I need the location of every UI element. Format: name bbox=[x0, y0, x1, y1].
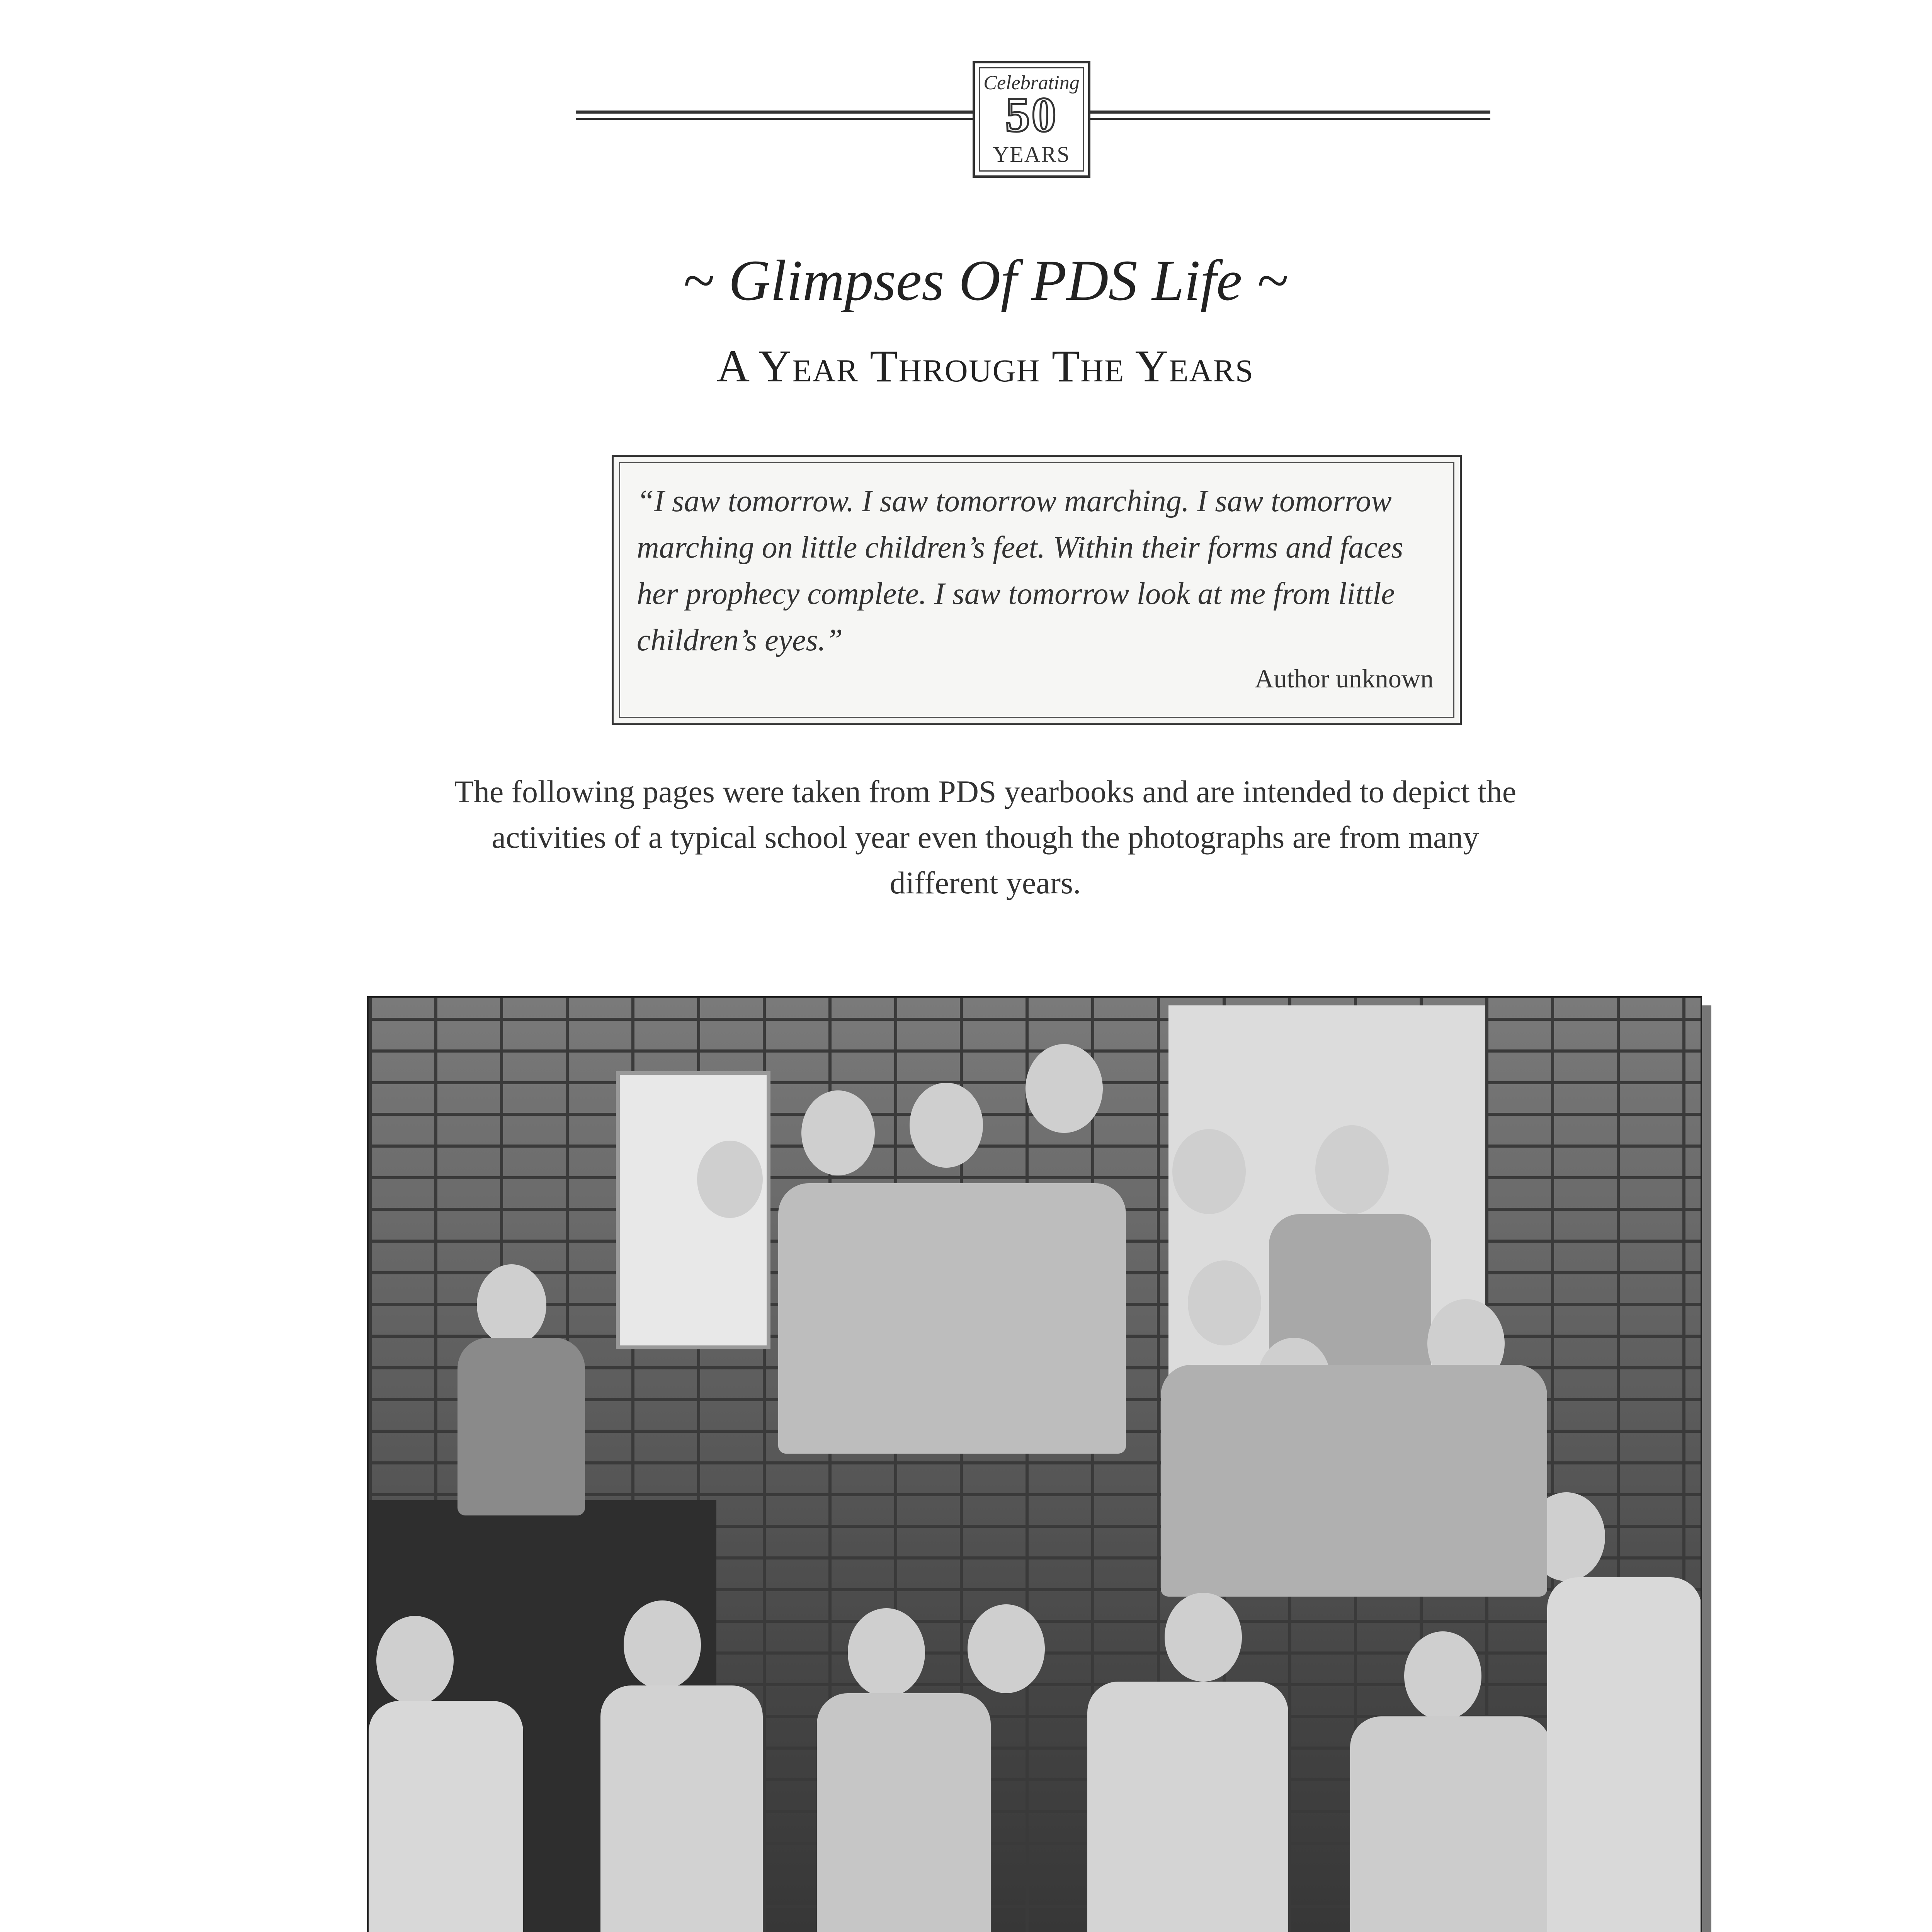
photo-person-body bbox=[1161, 1365, 1547, 1597]
header-rule-left-bottom bbox=[576, 118, 973, 120]
header-rule-right-top bbox=[1090, 111, 1490, 114]
quote-author: Author unknown bbox=[1255, 664, 1434, 693]
photo-person-body bbox=[1547, 1577, 1702, 1932]
photo-person-head bbox=[477, 1264, 546, 1345]
photo-person-head bbox=[910, 1083, 983, 1168]
photo-person-body bbox=[1350, 1716, 1551, 1932]
photo-person-body bbox=[817, 1693, 991, 1932]
photo-person-body bbox=[369, 1701, 523, 1932]
photo-person-body bbox=[600, 1685, 763, 1932]
photo-person-head bbox=[1165, 1593, 1242, 1682]
emblem-top-text: Celebrating bbox=[983, 72, 1080, 94]
emblem-number: 50 bbox=[1005, 87, 1058, 142]
intro-paragraph: The following pages were taken from PDS yearbooks and are intended to depict the activities of a typical school year even though the photographs are from many different years. bbox=[454, 774, 1517, 900]
page-subtitle: A Year Through The Years bbox=[716, 341, 1254, 391]
photo-person-head bbox=[1172, 1129, 1246, 1214]
class-group-photo bbox=[367, 996, 1702, 1932]
quote-box bbox=[612, 455, 1462, 725]
photo-person-head bbox=[1188, 1260, 1261, 1345]
photo-person-head bbox=[968, 1604, 1045, 1693]
photo-person-head bbox=[1026, 1044, 1103, 1133]
header-rule-right-bottom bbox=[1090, 118, 1490, 120]
photo-person-head bbox=[801, 1090, 875, 1175]
photo-person-body bbox=[457, 1338, 585, 1515]
emblem-bottom-text: YEARS bbox=[993, 142, 1070, 167]
photo-person-head bbox=[1315, 1125, 1389, 1214]
photo-person-head bbox=[697, 1141, 763, 1218]
page-title: ~ Glimpses Of PDS Life ~ bbox=[682, 248, 1288, 313]
photo-person-body bbox=[1087, 1682, 1288, 1932]
photo-person-head bbox=[376, 1616, 454, 1705]
photo-person-body bbox=[778, 1183, 1126, 1454]
photo-person-head bbox=[1404, 1631, 1481, 1720]
anniversary-emblem bbox=[973, 61, 1090, 178]
photo-person-head bbox=[848, 1608, 925, 1697]
emblem-frame bbox=[979, 67, 1084, 172]
header-rule-left-top bbox=[576, 111, 973, 114]
photo-person-head bbox=[624, 1600, 701, 1689]
quote-text: “I saw tomorrow. I saw tomorrow marching. I saw tomorrow marching on little children’s feet. Within their forms and faces her prophecy complete. I saw tomorrow look at me from little children’s eyes.” bbox=[637, 484, 1403, 657]
